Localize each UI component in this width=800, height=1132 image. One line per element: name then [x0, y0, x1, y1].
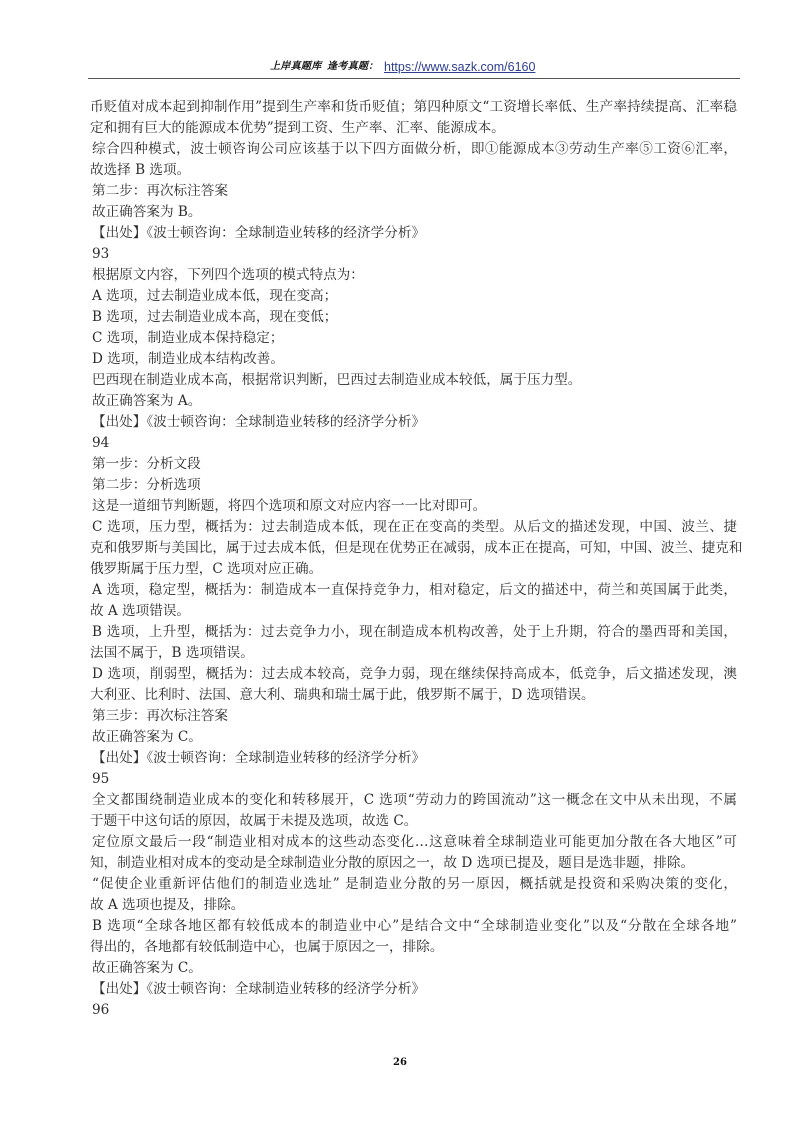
text-line: 根据原文内容，下列四个选项的模式特点为：	[92, 267, 364, 283]
text-line: 定和拥有巨大的能源成本优势”提到工资、生产率、汇率、能源成本。	[90, 120, 505, 136]
text-line: C 选项，压力型，概括为：过去制造成本低，现在正在变高的类型。从后文的描述发现，中国、波兰、捷	[92, 519, 737, 535]
text-line: B 选项“全球各地区都有较低成本的制造业中心”是结合文中“全球制造业变化”以及“分散在全球各地”	[92, 918, 737, 934]
page-number: 26	[393, 1057, 407, 1068]
header-slogan: 逢考真题：	[327, 61, 379, 72]
header-url-link[interactable]: https://www.sazk.com/6160	[384, 60, 536, 74]
step-heading: 第二步：再次标注答案	[92, 183, 228, 199]
text-line: A 选项，稳定型，概括为：制造成本一直保持竞争力，相对稳定，后文的描述中，荷兰和英国属于此类，	[92, 582, 737, 598]
option-line: D 选项，制造业成本结构改善。	[92, 351, 284, 367]
text-line: 克和俄罗斯与美国比，属于过去成本低，但是现在优势正在减弱，成本正在提高，可知，中国、波兰、捷克和	[90, 540, 743, 556]
text-line: 定位原文最后一段“制造业相对成本的这些动态变化…这意味着全球制造业可能更加分散在各大地区”可	[92, 834, 737, 850]
option-line: B 选项，过去制造业成本高，现在变低；	[92, 309, 338, 325]
text-line: 法国不属于，B 选项错误。	[90, 645, 254, 661]
answer-line: 故正确答案为 A。	[92, 393, 202, 409]
answer-line: 故正确答案为 C。	[92, 729, 202, 745]
text-line: 综合四种模式，波士顿咨询公司应该基于以下四方面做分析，即①能源成本③劳动生产率⑤工资⑥汇率，	[92, 141, 737, 157]
text-line: D 选项，削弱型，概括为：过去成本较高，竞争力弱，现在继续保持高成本，低竞争，后文描述发现，澳	[92, 666, 737, 682]
text-line: 全文都围绕制造业成本的变化和转移展开，C 选项“劳动力的跨国流动”这一概念在文中从未出现，不属	[92, 792, 737, 808]
question-number: 95	[92, 771, 110, 787]
answer-line: 故正确答案为 C。	[92, 960, 202, 976]
text-line: 币贬值对成本起到抑制作用”提到生产率和货币贬值；第四种原文“工资增长率低、生产率持续提高、汇率稳	[90, 99, 737, 115]
header-brand: 上岸真题库	[270, 61, 322, 72]
source-citation: 【出处】《波士顿咨询：全球制造业转移的经济学分析》	[92, 225, 426, 241]
page-header	[0, 58, 800, 76]
text-line: 巴西现在制造业成本高，根据常识判断，巴西过去制造业成本较低，属于压力型。	[92, 372, 582, 388]
question-number: 94	[92, 435, 110, 451]
step-heading: 第三步：再次标注答案	[92, 708, 228, 724]
question-number: 96	[92, 1002, 110, 1018]
text-line: 故 A 选项也提及，排除。	[90, 897, 245, 913]
source-citation: 【出处】《波士顿咨询：全球制造业转移的经济学分析》	[92, 750, 426, 766]
source-citation: 【出处】《波士顿咨询：全球制造业转移的经济学分析》	[92, 981, 426, 997]
text-line: 大利亚、比利时、法国、意大利、瑞典和瑞士属于此，俄罗斯不属于，D 选项错误。	[90, 687, 595, 703]
document-body	[90, 97, 743, 1021]
step-heading: 第一步：分析文段	[92, 456, 201, 472]
answer-line: 故正确答案为 B。	[92, 204, 202, 220]
header-divider	[88, 78, 740, 79]
text-line: 故选择 B 选项。	[90, 162, 191, 178]
text-line: “促使企业重新评估他们的制造业选址” 是制造业分散的另一原因，概括就是投资和采购决策的变化，	[92, 876, 737, 892]
step-heading: 第二步：分析选项	[92, 477, 201, 493]
text-line: B 选项，上升型，概括为：过去竞争力小，现在制造成本机构改善，处于上升期，符合的墨西哥和美国，	[92, 624, 737, 640]
text-line: 这是一道细节判断题，将四个选项和原文对应内容一一比对即可。	[92, 498, 487, 514]
text-line: 于题干中这句话的原因，故属于未提及选项，故选 C。	[90, 813, 418, 829]
question-number: 93	[92, 246, 110, 262]
text-line: 知，制造业相对成本的变动是全球制造业分散的原因之一，故 D 选项已提及，题目是选非题，排除。	[90, 855, 695, 871]
option-line: C 选项，制造业成本保持稳定；	[92, 330, 284, 346]
source-citation: 【出处】《波士顿咨询：全球制造业转移的经济学分析》	[92, 414, 426, 430]
option-line: A 选项，过去制造业成本低，现在变高；	[92, 288, 338, 304]
text-line: 俄罗斯属于压力型，C 选项对应正确。	[90, 561, 323, 577]
text-line: 得出的，各地都有较低制造中心，也属于原因之一，排除。	[90, 939, 444, 955]
page-footer	[0, 1050, 800, 1066]
text-line: 故 A 选项错误。	[90, 603, 191, 619]
